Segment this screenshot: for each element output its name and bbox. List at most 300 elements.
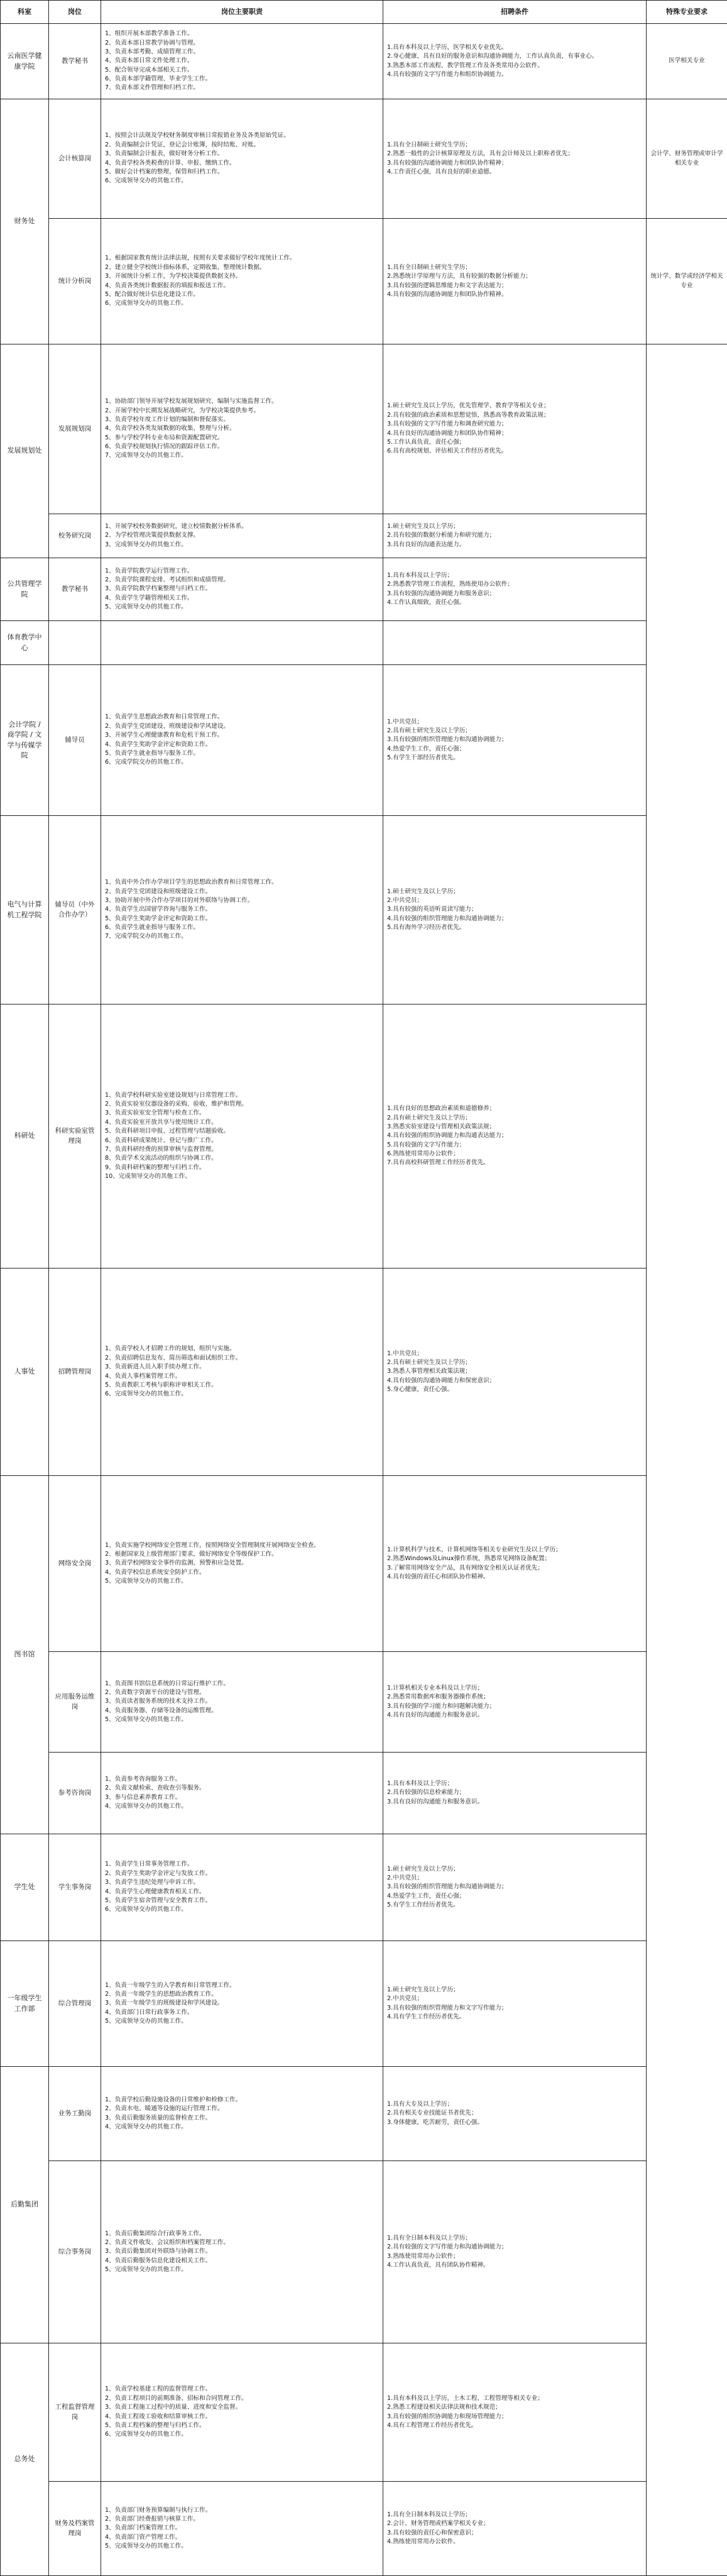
duty-line: 4、负责服务器、存储等设备的运维管理。 xyxy=(105,1707,379,1715)
duty-line: 2、建立健全学校统计指标体系，定期收集、整理统计数据。 xyxy=(105,263,379,272)
requirement-line: 2.具有较强的文字写作能力和沟通协调能力； xyxy=(387,2243,642,2252)
post-cell: 财务及档案管理岗 xyxy=(49,2482,101,2576)
duty-line: 5、配合领导完成本部相关工作。 xyxy=(105,66,379,75)
duty-line: 4、负责各类统计数据报表的填报和报送工作。 xyxy=(105,282,379,290)
requirements-cell xyxy=(383,1652,647,1753)
requirement-line: 5.工作认真负责，责任心强； xyxy=(387,438,642,447)
duty-line: 2、负责学生奖助学金评定与发放工作。 xyxy=(105,1869,379,1878)
duties-list xyxy=(105,2385,379,2439)
duties-list xyxy=(105,1680,379,1725)
table-row xyxy=(1,816,727,1005)
requirement-line: 5.有学生工作经历者优先。 xyxy=(387,1901,642,1910)
requirement-line: 2.熟悉统计学原理与方法，具有较强的数据分析能力； xyxy=(387,272,642,281)
requirement-line: 1.硕士研究生及以上学历； xyxy=(387,1865,642,1874)
requirement-line: 4.工作责任心强，具有良好的职业道德。 xyxy=(387,168,642,177)
duty-line: 6、负责学校规划执行情况的跟踪评估工作。 xyxy=(105,443,379,451)
duty-line: 3、负责实验室安全管理与检查工作。 xyxy=(105,1109,379,1118)
duties-cell xyxy=(101,558,383,621)
requirement-line: 4.热爱学生工作，责任心强； xyxy=(387,1892,642,1901)
duties-list xyxy=(105,1860,379,1914)
duty-line: 1、负责后勤集团综合行政事务工作。 xyxy=(105,2230,379,2238)
duty-line: 7、负责本部文件管理和归档工作。 xyxy=(105,84,379,92)
header-special: 特殊专业要求 xyxy=(647,1,727,24)
duty-line: 2、负责数字资源平台的建设与管理。 xyxy=(105,1688,379,1697)
special-requirement-cell xyxy=(647,344,727,2576)
post-cell: 统计分析岗 xyxy=(49,219,101,344)
duty-line: 1、负责参考咨询服务工作。 xyxy=(105,1775,379,1784)
requirement-line: 3.熟练使用常用办公软件； xyxy=(387,2252,642,2261)
table-header-row xyxy=(1,1,727,24)
requirements-cell xyxy=(383,665,647,816)
dept-cell: 体育教学中心 xyxy=(1,621,49,665)
duty-line: 4、完成领导交办的其他工作。 xyxy=(105,2123,379,2132)
special-requirement-cell: 统计学、数学或经济学相关专业 xyxy=(647,219,727,344)
duty-line: 1、负责学校后勤设施设备的日常维护和检修工作。 xyxy=(105,2096,379,2105)
duty-line: 3、负责读者服务系统的技术支持工作。 xyxy=(105,1697,379,1706)
requirement-line: 3.具有较强的组织管理能力和沟通协调能力； xyxy=(387,1883,642,1891)
requirement-line: 3.熟悉本部工作流程、教学管理工作及各类常用办公软件。 xyxy=(387,62,642,70)
duties-cell xyxy=(101,1652,383,1753)
dept-cell: 科研处 xyxy=(1,1005,49,1269)
requirement-line: 1.具有本科及以上学历，土木工程、工程管理等相关专业； xyxy=(387,2394,642,2403)
requirement-line: 1.硕士研究生及以上学历； xyxy=(387,1986,642,1995)
duties-cell xyxy=(101,99,383,219)
duty-line: 3、开展学生心理健康教育和危机干预工作。 xyxy=(105,731,379,740)
requirements-list xyxy=(387,1546,642,1582)
table-row xyxy=(1,2482,727,2576)
requirement-line: 2.具有较强的数据分析能力和研究能力； xyxy=(387,531,642,540)
requirements-list xyxy=(387,2234,642,2271)
table-row xyxy=(1,2343,727,2482)
post-cell: 教学秘书 xyxy=(49,24,101,99)
requirements-list xyxy=(387,1104,642,1168)
requirements-cell xyxy=(383,816,647,1005)
requirement-line: 3.了解常用网络安全产品，具有网络安全相关认证者优先； xyxy=(387,1564,642,1573)
table-row xyxy=(1,99,727,219)
duty-line: 4、负责学校各类发展数据的收集、整理与分析。 xyxy=(105,424,379,433)
duties-list xyxy=(105,397,379,461)
requirement-line: 2.会计、财务管理或档案学相关专业； xyxy=(387,2519,642,2528)
duty-line: 5、负责学生奖助学金评定和资助工作。 xyxy=(105,915,379,923)
duties-cell xyxy=(101,1834,383,1941)
duty-line: 7、负责科研经费的预算审核与监督管理。 xyxy=(105,1145,379,1154)
duties-list xyxy=(105,1345,379,1399)
requirement-line: 1.硕士研究生及以上学历； xyxy=(387,888,642,896)
requirement-line: 3.具有较强的组织协调能力和现场管理能力； xyxy=(387,2413,642,2421)
requirement-line: 4.工作认真细致，责任心强。 xyxy=(387,598,642,607)
requirements-cell xyxy=(383,1269,647,1476)
duty-line: 3、参与信息素养教育工作。 xyxy=(105,1793,379,1802)
requirement-line: 4.具有良好的沟通能力和服务意识。 xyxy=(387,1711,642,1720)
duty-line: 5、负责学生就业指导与服务工作。 xyxy=(105,749,379,758)
requirement-line: 6.熟练使用常用办公软件； xyxy=(387,1150,642,1159)
table-row xyxy=(1,514,727,558)
requirement-line: 4.熟练使用常用办公软件。 xyxy=(387,2538,642,2546)
requirements-list xyxy=(387,2100,642,2127)
duties-cell xyxy=(101,1476,383,1652)
post-cell: 综合事务岗 xyxy=(49,2161,101,2343)
duty-line: 5、负责教职工考核与职称评审相关工作。 xyxy=(105,1381,379,1390)
table-row xyxy=(1,219,727,344)
table-row xyxy=(1,1005,727,1269)
duty-line: 3、负责一年级学生的班级建设和学风建设。 xyxy=(105,1999,379,2008)
duty-line: 1、负责中外合作办学项目学生的思想政治教育和日常管理工作。 xyxy=(105,878,379,887)
duty-line: 1、负责学生日常事务管理工作。 xyxy=(105,1860,379,1869)
table-row xyxy=(1,621,727,665)
requirements-list xyxy=(387,2394,642,2431)
post-cell: 学生事务岗 xyxy=(49,1834,101,1941)
duties-list xyxy=(105,30,379,93)
duties-list xyxy=(105,878,379,942)
duty-line: 6、完成领导交办的其他工作。 xyxy=(105,299,379,308)
duties-cell xyxy=(101,24,383,99)
duty-line: 2、负责编制会计凭证，登记会计账簿，按时结账、对账。 xyxy=(105,141,379,150)
requirement-line: 3.具有较强的责任心和保密意识； xyxy=(387,2529,642,2538)
duties-cell xyxy=(101,621,383,665)
duties-cell xyxy=(101,2067,383,2161)
duty-line: 5、负责学生宿舍管理与安全教育工作。 xyxy=(105,1896,379,1905)
duty-line: 8、负责学术交流活动的组织与协调工作。 xyxy=(105,1154,379,1163)
duty-line: 3、负责新进人员入职手续办理工作。 xyxy=(105,1363,379,1372)
requirement-line: 1.计算机科学与技术、计算机网络等相关专业研究生及以上学历； xyxy=(387,1546,642,1555)
duty-line: 2、为学校管理决策提供数据支撑。 xyxy=(105,531,379,540)
requirements-cell xyxy=(383,621,647,665)
duty-line: 2、负责学院课程安排、考试组织和成绩管理。 xyxy=(105,576,379,585)
duty-line: 4、负责学生学籍管理相关工作。 xyxy=(105,594,379,603)
requirement-line: 3.具有较强的组织管理能力和沟通协调能力； xyxy=(387,735,642,744)
requirements-list xyxy=(387,1780,642,1807)
duties-cell xyxy=(101,219,383,344)
header-duties: 岗位主要职责 xyxy=(101,1,383,24)
duty-line: 3、负责后勤服务质量的监督检查工作。 xyxy=(105,2114,379,2123)
duties-list xyxy=(105,1981,379,2027)
duty-line: 3、负责学校网络安全事件的监测、预警和应急处置。 xyxy=(105,1559,379,1568)
duty-line: 2、负责水电、暖通等设施的运行管理工作。 xyxy=(105,2105,379,2113)
requirement-line: 3.具有较强的文字写作能力和调查研究能力； xyxy=(387,420,642,429)
requirements-cell xyxy=(383,1476,647,1652)
requirements-list xyxy=(387,571,642,608)
requirements-list xyxy=(387,718,642,763)
requirement-line: 2.熟悉常用数据库和服务器操作系统； xyxy=(387,1693,642,1702)
duties-list xyxy=(105,254,379,308)
duty-line: 4、负责学生出国留学咨询与服务工作。 xyxy=(105,905,379,914)
requirement-line: 1.具有本科及以上学历； xyxy=(387,1780,642,1788)
post-cell: 招聘管理岗 xyxy=(49,1269,101,1476)
duty-line: 4、负责学生奖助学金评定和资助工作。 xyxy=(105,740,379,749)
requirement-line: 3.熟悉实验室建设与管理相关政策法规； xyxy=(387,1123,642,1131)
duty-line: 5、完成领导交办的其他工作。 xyxy=(105,2017,379,2026)
requirement-line: 7.具有高校科研管理工作经历者优先。 xyxy=(387,1159,642,1167)
requirement-line: 3.具有良好的沟通表达能力。 xyxy=(387,541,642,549)
duties-cell xyxy=(101,2482,383,2576)
requirements-cell xyxy=(383,2482,647,2576)
post-cell: 科研实验室管理岗 xyxy=(49,1005,101,1269)
table-row xyxy=(1,665,727,816)
requirement-line: 1.具有本科及以上学历； xyxy=(387,571,642,580)
requirement-line: 2.熟悉工程建设相关法律法规和技术规范； xyxy=(387,2403,642,2412)
duty-line: 6、完成学院交办的其他工作。 xyxy=(105,758,379,767)
dept-cell: 云南医学健康学院 xyxy=(1,24,49,99)
duties-cell xyxy=(101,2161,383,2343)
table-row xyxy=(1,24,727,99)
requirement-line: 1.具有本科及以上学历，医学相关专业优先。 xyxy=(387,43,642,52)
requirements-list xyxy=(387,43,642,80)
requirement-line: 2.具有较强的政治素质和思想觉悟，熟悉高等教育政策法规； xyxy=(387,411,642,420)
requirement-line: 3.具有较强的沟通协调能力和服务意识； xyxy=(387,590,642,598)
requirement-line: 1.具有全日制本科及以上学历； xyxy=(387,2234,642,2243)
dept-cell: 财务处 xyxy=(1,99,49,344)
duties-list xyxy=(105,1541,379,1587)
requirements-cell xyxy=(383,219,647,344)
requirement-line: 2.中共党员； xyxy=(387,1874,642,1883)
duty-line: 1、负责一年级学生的入学教育和日常管理工作。 xyxy=(105,1981,379,1990)
dept-cell: 发展规划处 xyxy=(1,344,49,558)
duties-list xyxy=(105,2230,379,2275)
duty-line: 2、负责一年级学生的思想政治教育工作。 xyxy=(105,1990,379,1999)
duty-line: 6、负责本部学籍管理、毕业学生工作。 xyxy=(105,75,379,84)
requirements-list xyxy=(387,2511,642,2547)
duty-line: 6、完成领导交办的其他工作。 xyxy=(105,177,379,185)
requirements-list xyxy=(387,1865,642,1910)
duty-line: 2、负责学生党团建设和班级建设工作。 xyxy=(105,888,379,896)
duty-line: 1、负责学校人才招聘工作的规划、组织与实施。 xyxy=(105,1345,379,1353)
table-row xyxy=(1,1753,727,1834)
requirement-line: 1.具有大专及以上学历； xyxy=(387,2100,642,2109)
table-row xyxy=(1,1652,727,1753)
requirements-list xyxy=(387,522,642,549)
requirements-cell xyxy=(383,514,647,558)
duty-line: 7、完成领导交办的其他工作。 xyxy=(105,451,379,460)
post-cell: 业务工勤岗 xyxy=(49,2067,101,2161)
post-cell: 应用服务运维岗 xyxy=(49,1652,101,1753)
requirement-line: 5.有学生干部经历者优先。 xyxy=(387,754,642,762)
requirements-list xyxy=(387,402,642,456)
duty-line: 7、完成学院交办的其他工作。 xyxy=(105,932,379,941)
duty-line: 1、负责实施学校网络安全管理工作，按照网络安全管理制度开展网络安全检查。 xyxy=(105,1541,379,1550)
header-requirements: 招聘条件 xyxy=(383,1,647,24)
header-dept: 科室 xyxy=(1,1,49,24)
requirement-line: 1.具有全日制本科及以上学历； xyxy=(387,2511,642,2519)
duty-line: 2、负责实验室仪器设备的采购、验收、维护和管理。 xyxy=(105,1100,379,1109)
requirements-cell xyxy=(383,1941,647,2067)
requirement-line: 1.中共党员； xyxy=(387,1350,642,1358)
duty-line: 2、负责招聘信息发布、简历筛选和面试组织工作。 xyxy=(105,1354,379,1363)
duty-line: 5、完成领导交办的其他工作。 xyxy=(105,603,379,612)
duties-list xyxy=(105,713,379,767)
requirement-line: 1.硕士研究生及以上学历，优先管理学、教育学等相关专业； xyxy=(387,402,642,410)
post-cell: 工程监督管理岗 xyxy=(49,2343,101,2482)
requirement-line: 4.具有较强的组织协调能力和沟通表达能力； xyxy=(387,1131,642,1140)
requirement-line: 3.具有较强的英语听说读写能力； xyxy=(387,905,642,914)
duties-list xyxy=(105,522,379,549)
duty-line: 2、负责工程项目的前期准备、招标和合同管理工作。 xyxy=(105,2394,379,2403)
duties-cell xyxy=(101,344,383,514)
duty-line: 10、完成领导交办的其他工作。 xyxy=(105,1172,379,1181)
dept-cell: 人事处 xyxy=(1,1269,49,1476)
duties-cell xyxy=(101,665,383,816)
duty-line: 3、负责本部考勤、成绩管理工作。 xyxy=(105,48,379,57)
dept-cell: 总务处 xyxy=(1,2343,49,2576)
requirement-line: 3.身体健康，吃苦耐劳，责任心强。 xyxy=(387,2118,642,2127)
duty-line: 4、负责本部日常文件处理工作。 xyxy=(105,57,379,65)
duty-line: 4、负责学校信息系统安全防护工作。 xyxy=(105,1568,379,1577)
post-cell: 教学秘书 xyxy=(49,558,101,621)
duty-line: 2、负责文件收发、会议组织和档案管理工作。 xyxy=(105,2238,379,2247)
requirements-list xyxy=(387,141,642,177)
duty-line: 4、完成领导交办的其他工作。 xyxy=(105,1802,379,1811)
table-row xyxy=(1,1269,727,1476)
duty-line: 5、完成领导交办的其他工作。 xyxy=(105,2265,379,2274)
duties-cell xyxy=(101,1269,383,1476)
requirements-cell xyxy=(383,1005,647,1269)
requirements-cell xyxy=(383,99,647,219)
requirement-line: 2.具有硕士研究生及以上学历； xyxy=(387,1358,642,1367)
duties-cell xyxy=(101,514,383,558)
requirement-line: 1.具有良好的思想政治素质和道德修养； xyxy=(387,1104,642,1113)
dept-cell: 一年级学生工作部 xyxy=(1,1941,49,2067)
table-row xyxy=(1,1476,727,1652)
duty-line: 5、配合做好统计信息化建设工作。 xyxy=(105,290,379,299)
duty-line: 3、负责工程施工过程中的质量、进度和安全监督。 xyxy=(105,2403,379,2412)
requirement-line: 2.具有硕士研究生及以上学历； xyxy=(387,1114,642,1123)
duty-line: 1、组织开展本部教学准备工作。 xyxy=(105,30,379,38)
dept-cell: 图书馆 xyxy=(1,1476,49,1834)
requirement-line: 3.具有较强的组织管理能力和文字写作能力； xyxy=(387,2004,642,2013)
requirement-line: 4.具有较强的责任心和团队协作精神。 xyxy=(387,1573,642,1582)
table-row xyxy=(1,344,727,514)
requirement-line: 2.具有硕士研究生及以上学历； xyxy=(387,727,642,735)
duty-line: 4、负责学生心理健康教育相关工作。 xyxy=(105,1888,379,1896)
duties-cell xyxy=(101,1005,383,1269)
requirement-line: 3.熟悉人事管理相关政策法规； xyxy=(387,1367,642,1376)
requirement-line: 4.具有工程管理工作经历者优先。 xyxy=(387,2421,642,2430)
requirement-line: 1.具有全日制硕士研究生学历； xyxy=(387,141,642,150)
table-row xyxy=(1,2161,727,2343)
requirement-line: 1.中共党员； xyxy=(387,718,642,727)
post-cell: 校务研究岗 xyxy=(49,514,101,558)
duties-list xyxy=(105,1775,379,1812)
duty-line: 3、开展统计分析工作，为学校决策提供数据支持。 xyxy=(105,272,379,281)
requirement-line: 4.具有较强的沟通协调能力和团队协作精神。 xyxy=(387,290,642,299)
duty-line: 3、协助开展中外合作办学项目的对外联络与协调工作。 xyxy=(105,896,379,905)
duty-line: 1、按照会计法规及学校财务制度审核日常报销业务及各类原始凭证。 xyxy=(105,131,379,140)
duty-line: 5、完成领导交办的其他工作。 xyxy=(105,2542,379,2551)
requirements-cell xyxy=(383,1834,647,1941)
dept-cell: 会计学院 / 商学院 / 文学与传媒学院 xyxy=(1,665,49,816)
requirement-line: 4.具有较强的组织管理能力和沟通协调能力； xyxy=(387,915,642,923)
requirement-line: 2.中共党员； xyxy=(387,1995,642,2003)
requirement-line: 2.具有较强的信息检索能力； xyxy=(387,1788,642,1797)
duty-line: 4、负责部门日常行政事务工作。 xyxy=(105,2008,379,2017)
duty-line: 3、负责后勤集团对外联络与协调工作。 xyxy=(105,2247,379,2256)
special-requirement-cell: 医学相关专业 xyxy=(647,24,727,99)
requirements-list xyxy=(387,1350,642,1395)
requirements-list xyxy=(387,888,642,933)
table-row xyxy=(1,1834,727,1941)
requirement-line: 4.具有较强的沟通协调能力和保密意识； xyxy=(387,1377,642,1385)
duties-list xyxy=(105,567,379,612)
post-cell: 辅导员 xyxy=(49,665,101,816)
duties-cell xyxy=(101,1941,383,2067)
duty-line: 2、负责文献检索、查收查引等服务。 xyxy=(105,1784,379,1793)
requirement-line: 4.具有良好的沟通协调能力和团队协作精神； xyxy=(387,429,642,438)
requirements-list xyxy=(387,263,642,300)
requirement-line: 2.身心健康，具有良好的服务意识和沟通协调能力，工作认真负责，有事业心。 xyxy=(387,52,642,61)
requirements-cell xyxy=(383,558,647,621)
requirements-list xyxy=(387,1986,642,2022)
duty-line: 3、负责部门档案管理工作。 xyxy=(105,2524,379,2533)
table-row xyxy=(1,1941,727,2067)
duties-list xyxy=(105,2096,379,2132)
duties-list xyxy=(105,1091,379,1182)
post-cell: 综合管理岗 xyxy=(49,1941,101,2067)
duty-line: 4、负责学校各类税费的计算、申报、缴纳工作。 xyxy=(105,159,379,168)
requirement-line: 1.具有全日制硕士研究生学历； xyxy=(387,263,642,272)
duty-line: 2、根据国家及上级管理部门要求，做好网络安全等级保护工作。 xyxy=(105,1550,379,1559)
dept-cell: 公共管理学院 xyxy=(1,558,49,621)
duty-line: 5、参与学校学科专业布局和资源配置研究。 xyxy=(105,434,379,443)
requirements-cell xyxy=(383,2161,647,2343)
requirement-line: 3.具有较强的学习能力和问题解决能力； xyxy=(387,1702,642,1711)
requirement-line: 3.具有较强的逻辑思维能力和文字表达能力； xyxy=(387,282,642,290)
header-post: 岗位 xyxy=(49,1,101,24)
requirement-line: 4.热爱学生工作，责任心强； xyxy=(387,745,642,754)
requirements-cell xyxy=(383,2067,647,2161)
requirements-cell xyxy=(383,1753,647,1834)
requirements-cell xyxy=(383,344,647,514)
requirement-line: 5.身心健康，责任心强。 xyxy=(387,1385,642,1394)
duty-line: 4、负责后勤服务信息化建设相关工作。 xyxy=(105,2257,379,2265)
post-cell: 参考咨询岗 xyxy=(49,1753,101,1834)
duty-line: 1、开展学校校务数据研究，建立校情数据分析体系。 xyxy=(105,522,379,531)
duty-line: 5、完成领导交办的其他工作。 xyxy=(105,1715,379,1724)
dept-cell: 学生处 xyxy=(1,1834,49,1941)
post-cell: 网络安全岗 xyxy=(49,1476,101,1652)
duty-line: 3、完成领导交办的其他工作。 xyxy=(105,541,379,549)
table-row xyxy=(1,2067,727,2161)
requirement-line: 2.熟悉教学管理工作流程，熟练使用办公软件； xyxy=(387,580,642,589)
post-cell: 发展规划岗 xyxy=(49,344,101,514)
requirement-line: 3.具有较强的沟通协调能力和团队协作精神； xyxy=(387,159,642,168)
duty-line: 1、负责学校基建工程的监督管理工作。 xyxy=(105,2385,379,2394)
special-requirement-cell: 会计学、财务管理或审计学相关专业 xyxy=(647,99,727,219)
duty-line: 6、完成领导交办的其他工作。 xyxy=(105,2430,379,2439)
requirement-line: 2.熟悉Windows及Linux操作系统，熟悉常见网络设备配置； xyxy=(387,1555,642,1563)
duty-line: 1、负责图书馆信息系统的日常运行维护工作。 xyxy=(105,1680,379,1688)
duty-line: 2、负责本部日常教学协调与管理。 xyxy=(105,39,379,48)
requirement-line: 1.计算机相关专业本科及以上学历； xyxy=(387,1684,642,1693)
dept-cell: 后勤集团 xyxy=(1,2067,49,2343)
requirement-line: 4.工作认真负责，具有团队协作精神。 xyxy=(387,2261,642,2270)
requirement-line: 1.硕士研究生及以上学历； xyxy=(387,522,642,531)
requirement-line: 2.中共党员； xyxy=(387,896,642,905)
duty-line: 6、完成领导交办的其他工作。 xyxy=(105,1905,379,1914)
post-cell: 会计核算岗 xyxy=(49,99,101,219)
requirements-cell xyxy=(383,24,647,99)
duty-line: 3、负责学院教学档案整理与归档工作。 xyxy=(105,585,379,593)
duty-line: 1、负责学生思想政治教育和日常管理工作。 xyxy=(105,713,379,722)
requirement-line: 3.具有良好的沟通能力和服务意识。 xyxy=(387,1798,642,1807)
requirement-line: 4.具有较强的文字写作能力和组织协调能力。 xyxy=(387,70,642,79)
duty-line: 6、负责学生就业指导与服务工作。 xyxy=(105,923,379,932)
requirement-line: 5.具有较强的文字写作能力； xyxy=(387,1141,642,1150)
duties-list xyxy=(105,2506,379,2551)
duty-line: 6、完成领导交办的其他工作。 xyxy=(105,1390,379,1399)
duty-line: 5、做好会计档案的整理、保管和归档工作。 xyxy=(105,168,379,177)
duties-cell xyxy=(101,2343,383,2482)
duty-line: 4、负责实验室开放共享与使用统计工作。 xyxy=(105,1118,379,1127)
requirement-line: 5.具有海外学习经历者优先。 xyxy=(387,923,642,932)
